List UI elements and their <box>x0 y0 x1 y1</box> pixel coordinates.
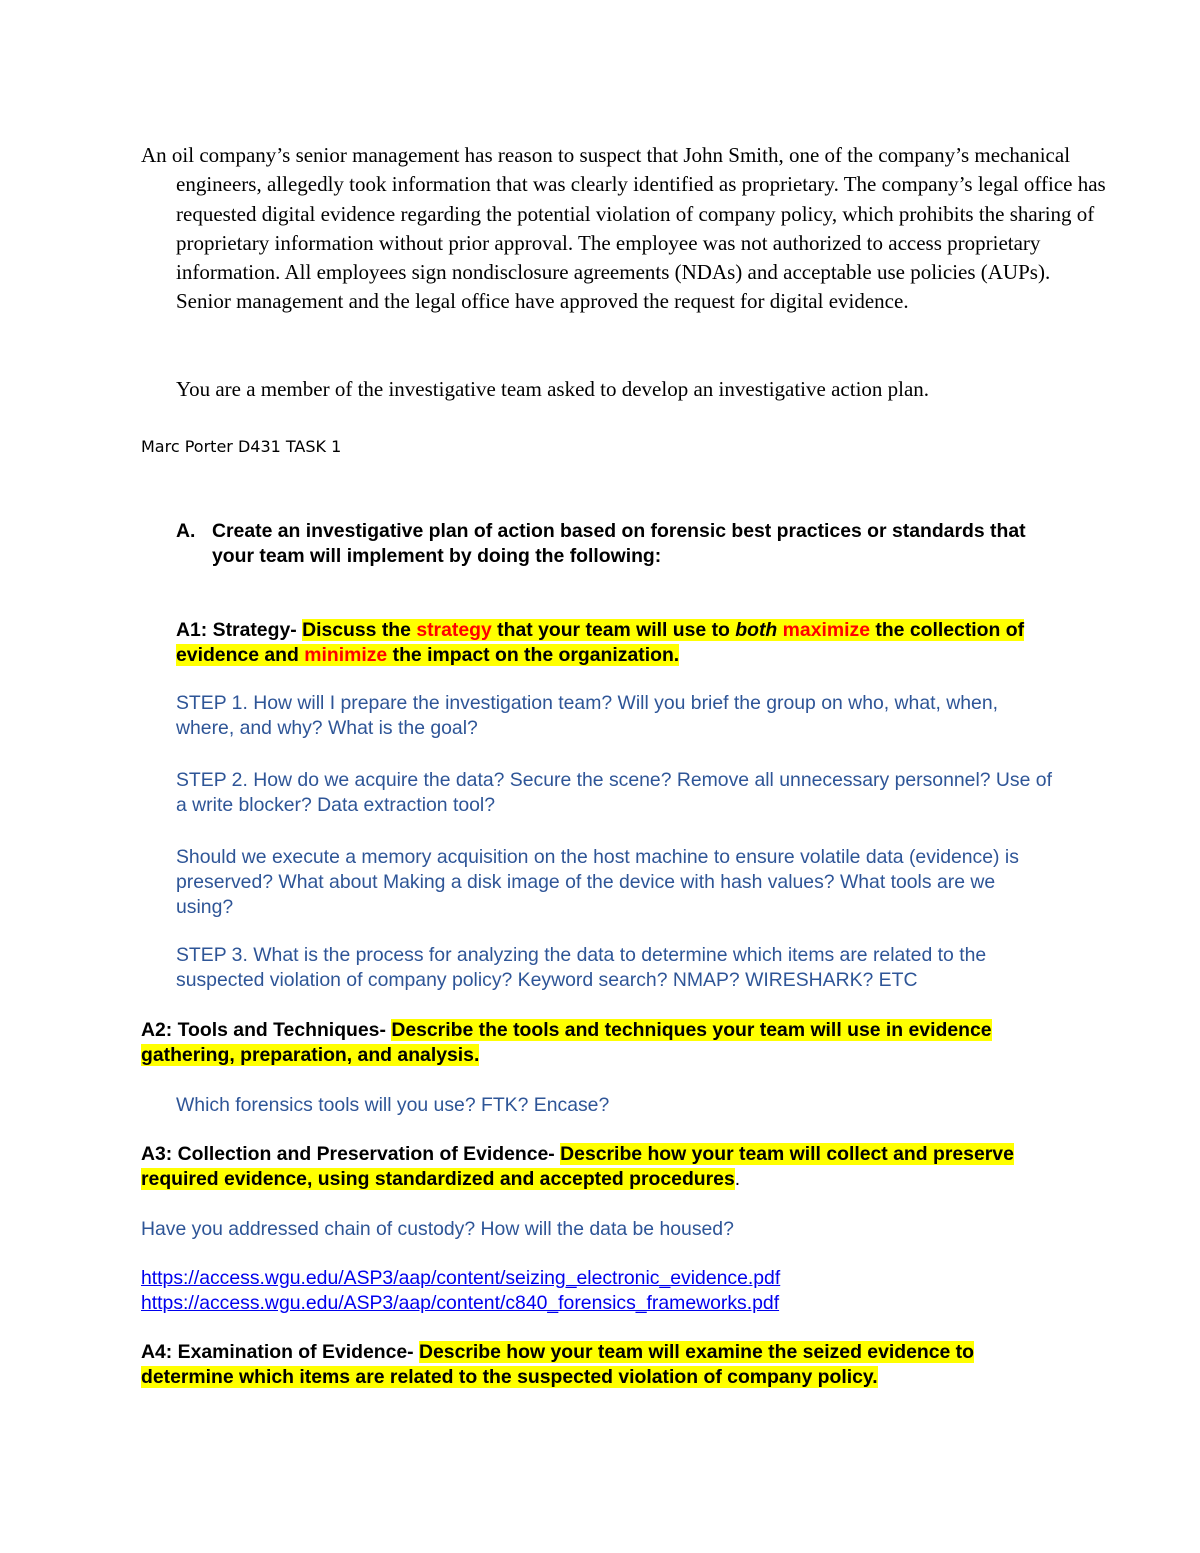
section-a-marker: A. <box>176 520 196 542</box>
a2-prompt: Describe the tools and techniques your team will use in evidence gathering, preparation, and analysis. <box>141 1019 992 1066</box>
reference-links <box>141 1266 1061 1316</box>
a3-label: A3: Collection and Preservation of Evidence- <box>141 1143 561 1165</box>
a1-maximize-word: maximize <box>782 619 870 641</box>
forensics-frameworks-link[interactable]: https://access.wgu.edu/ASP3/aap/content/c840_forensics_frameworks.pdf <box>141 1292 780 1314</box>
a2-label: A2: Tools and Techniques- <box>141 1019 392 1041</box>
a1-heading <box>176 618 1056 668</box>
a2-heading <box>141 1018 1061 1068</box>
a3-prompt: Describe how your team will collect and preserve required evidence, using standardized and accepted procedures <box>141 1143 1014 1190</box>
a1-text-part: the collection of evidence and <box>176 619 1025 666</box>
a4-prompt: Describe how your team will examine the seized evidence to determine which items are related to the suspected violation of company policy. <box>141 1341 974 1388</box>
intro-member-paragraph: You are a member of the investigative team asked to develop an investigative action plan. <box>176 377 930 401</box>
a2-question: Which forensics tools will you use? FTK? Encase? <box>176 1094 610 1116</box>
step-2-note: STEP 2. How do we acquire the data? Secure the scene? Remove all unnecessary personnel? Use of a write blocker? Data extraction tool? <box>176 769 1052 816</box>
memory-acquisition-note: Should we execute a memory acquisition on the host machine to ensure volatile data (evidence) is preserved? What about Making a disk image of the device with hash values? What tools are we using? <box>176 846 1019 918</box>
a1-label: A1: Strategy- <box>176 619 303 641</box>
a3-heading <box>141 1142 1061 1192</box>
step-3-note: STEP 3. What is the process for analyzing the data to determine which items are related to the suspected violation of company policy? Keyword search? NMAP? WIRESHARK? ETC <box>176 944 987 991</box>
a4-heading <box>141 1340 1061 1390</box>
a4-label: A4: Examination of Evidence- <box>141 1341 419 1363</box>
a1-both-word: both <box>735 619 778 641</box>
a1-strategy-word: strategy <box>416 619 492 641</box>
seizing-evidence-link[interactable]: https://access.wgu.edu/ASP3/aap/content/seizing_electronic_evidence.pdf <box>141 1267 781 1289</box>
section-a-text: Create an investigative plan of action based on forensic best practices or standards that your team will implement by doing the following: <box>212 520 1026 567</box>
a1-minimize-word: minimize <box>304 644 388 666</box>
a1-prompt <box>176 619 1024 666</box>
step-1-note: STEP 1. How will I prepare the investigation team? Will you brief the group on who, what, when, where, and why? What is the goal? <box>176 692 999 739</box>
a3-question: Have you addressed chain of custody? How will the data be housed? <box>141 1218 734 1240</box>
a1-text-part: that your team will use to <box>491 619 736 641</box>
a1-text-part: the impact on the organization. <box>387 644 680 666</box>
intro-paragraph: An oil company’s senior management has reason to suspect that John Smith, one of the company’s mechanical engineers, allegedly took information that was clearly identified as proprietary. The company’s legal office has requested digital evidence regarding the potential violation of company policy, which prohibits the sharing of proprietary information without prior approval. The employee was not authorized to access proprietary information. All employees sign nondisclosure agreements (NDAs) and acceptable use policies (AUPs). Senior management and the legal office have approved the request for digital evidence. <box>141 143 1106 314</box>
a1-text-part: Discuss the <box>302 619 417 641</box>
section-a-heading <box>176 519 1056 569</box>
a3-period: . <box>734 1168 741 1190</box>
author-line: Marc Porter D431 TASK 1 <box>141 437 342 456</box>
